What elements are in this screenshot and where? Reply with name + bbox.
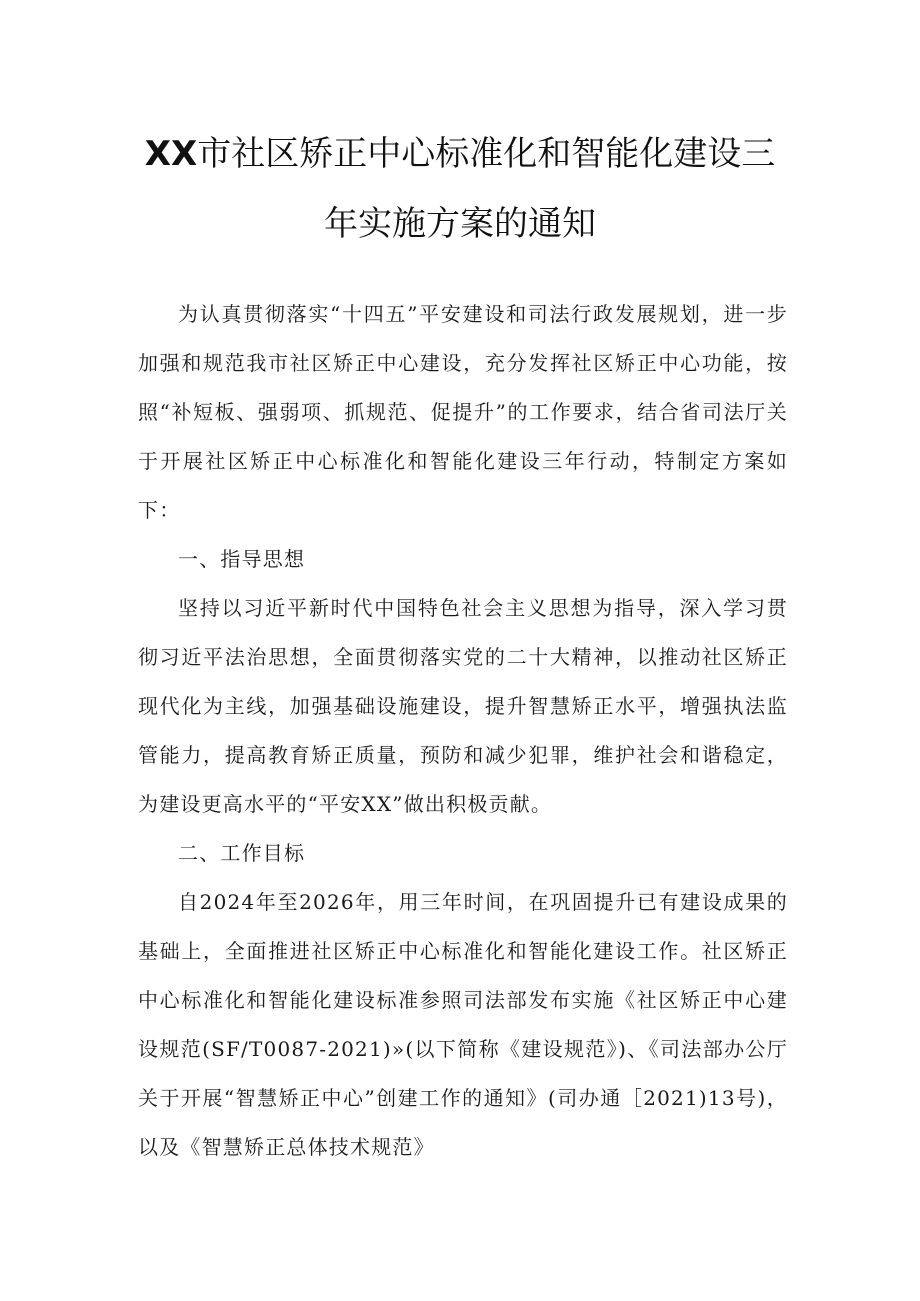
section-heading-guiding-ideology: 一、指导思想 [178,547,306,571]
document-title-line-1 [100,126,820,175]
title-line-1-text: 市社区矫正中心标准化和智能化建设三 [197,134,776,174]
document-body [138,290,788,1172]
work-goals-paragraph: 自2024年至2026年，用三年时间，在巩固提升已有建设成果的基础上，全面推进社区矫正中心标准化和智能化建设工作。社区矫正中心标准化和智能化建设标准参照司法部发布实施《社区矫正中心建设规范(SF/T0087-2021)»(以下简称《建设规范》)、《司法部办公厅关于开展“智慧矫正中心”创建工作的通知》(司办通［2021)13号)，以及《智慧矫正总体技术规范》 [138,890,788,1159]
guiding-ideology-paragraph: 坚持以习近平新时代中国特色社会主义思想为指导，深入学习贯彻习近平法治思想，全面贯彻落实党的二十大精神，以推动社区矫正现代化为主线，加强基础设施建设，提升智慧矫正水平，增强执法监管能力，提高教育矫正质量，预防和减少犯罪，维护社会和谐稳定，为建设更高水平的“平安XX”做出积极贡献。 [138,596,788,816]
section-heading-work-goals: 二、工作目标 [178,841,306,865]
document-title-line-2: 年实施方案的通知 [324,204,596,244]
title-city-placeholder: XX [144,134,198,174]
intro-paragraph: 为认真贯彻落实“十四五”平安建设和司法行政发展规划，进一步加强和规范我市社区矫正中心建设，充分发挥社区矫正中心功能，按照“补短板、强弱项、抓规范、促提升”的工作要求，结合省司法厅关于开展社区矫正中心标准化和智能化建设三年行动，特制定方案如下： [138,302,788,522]
